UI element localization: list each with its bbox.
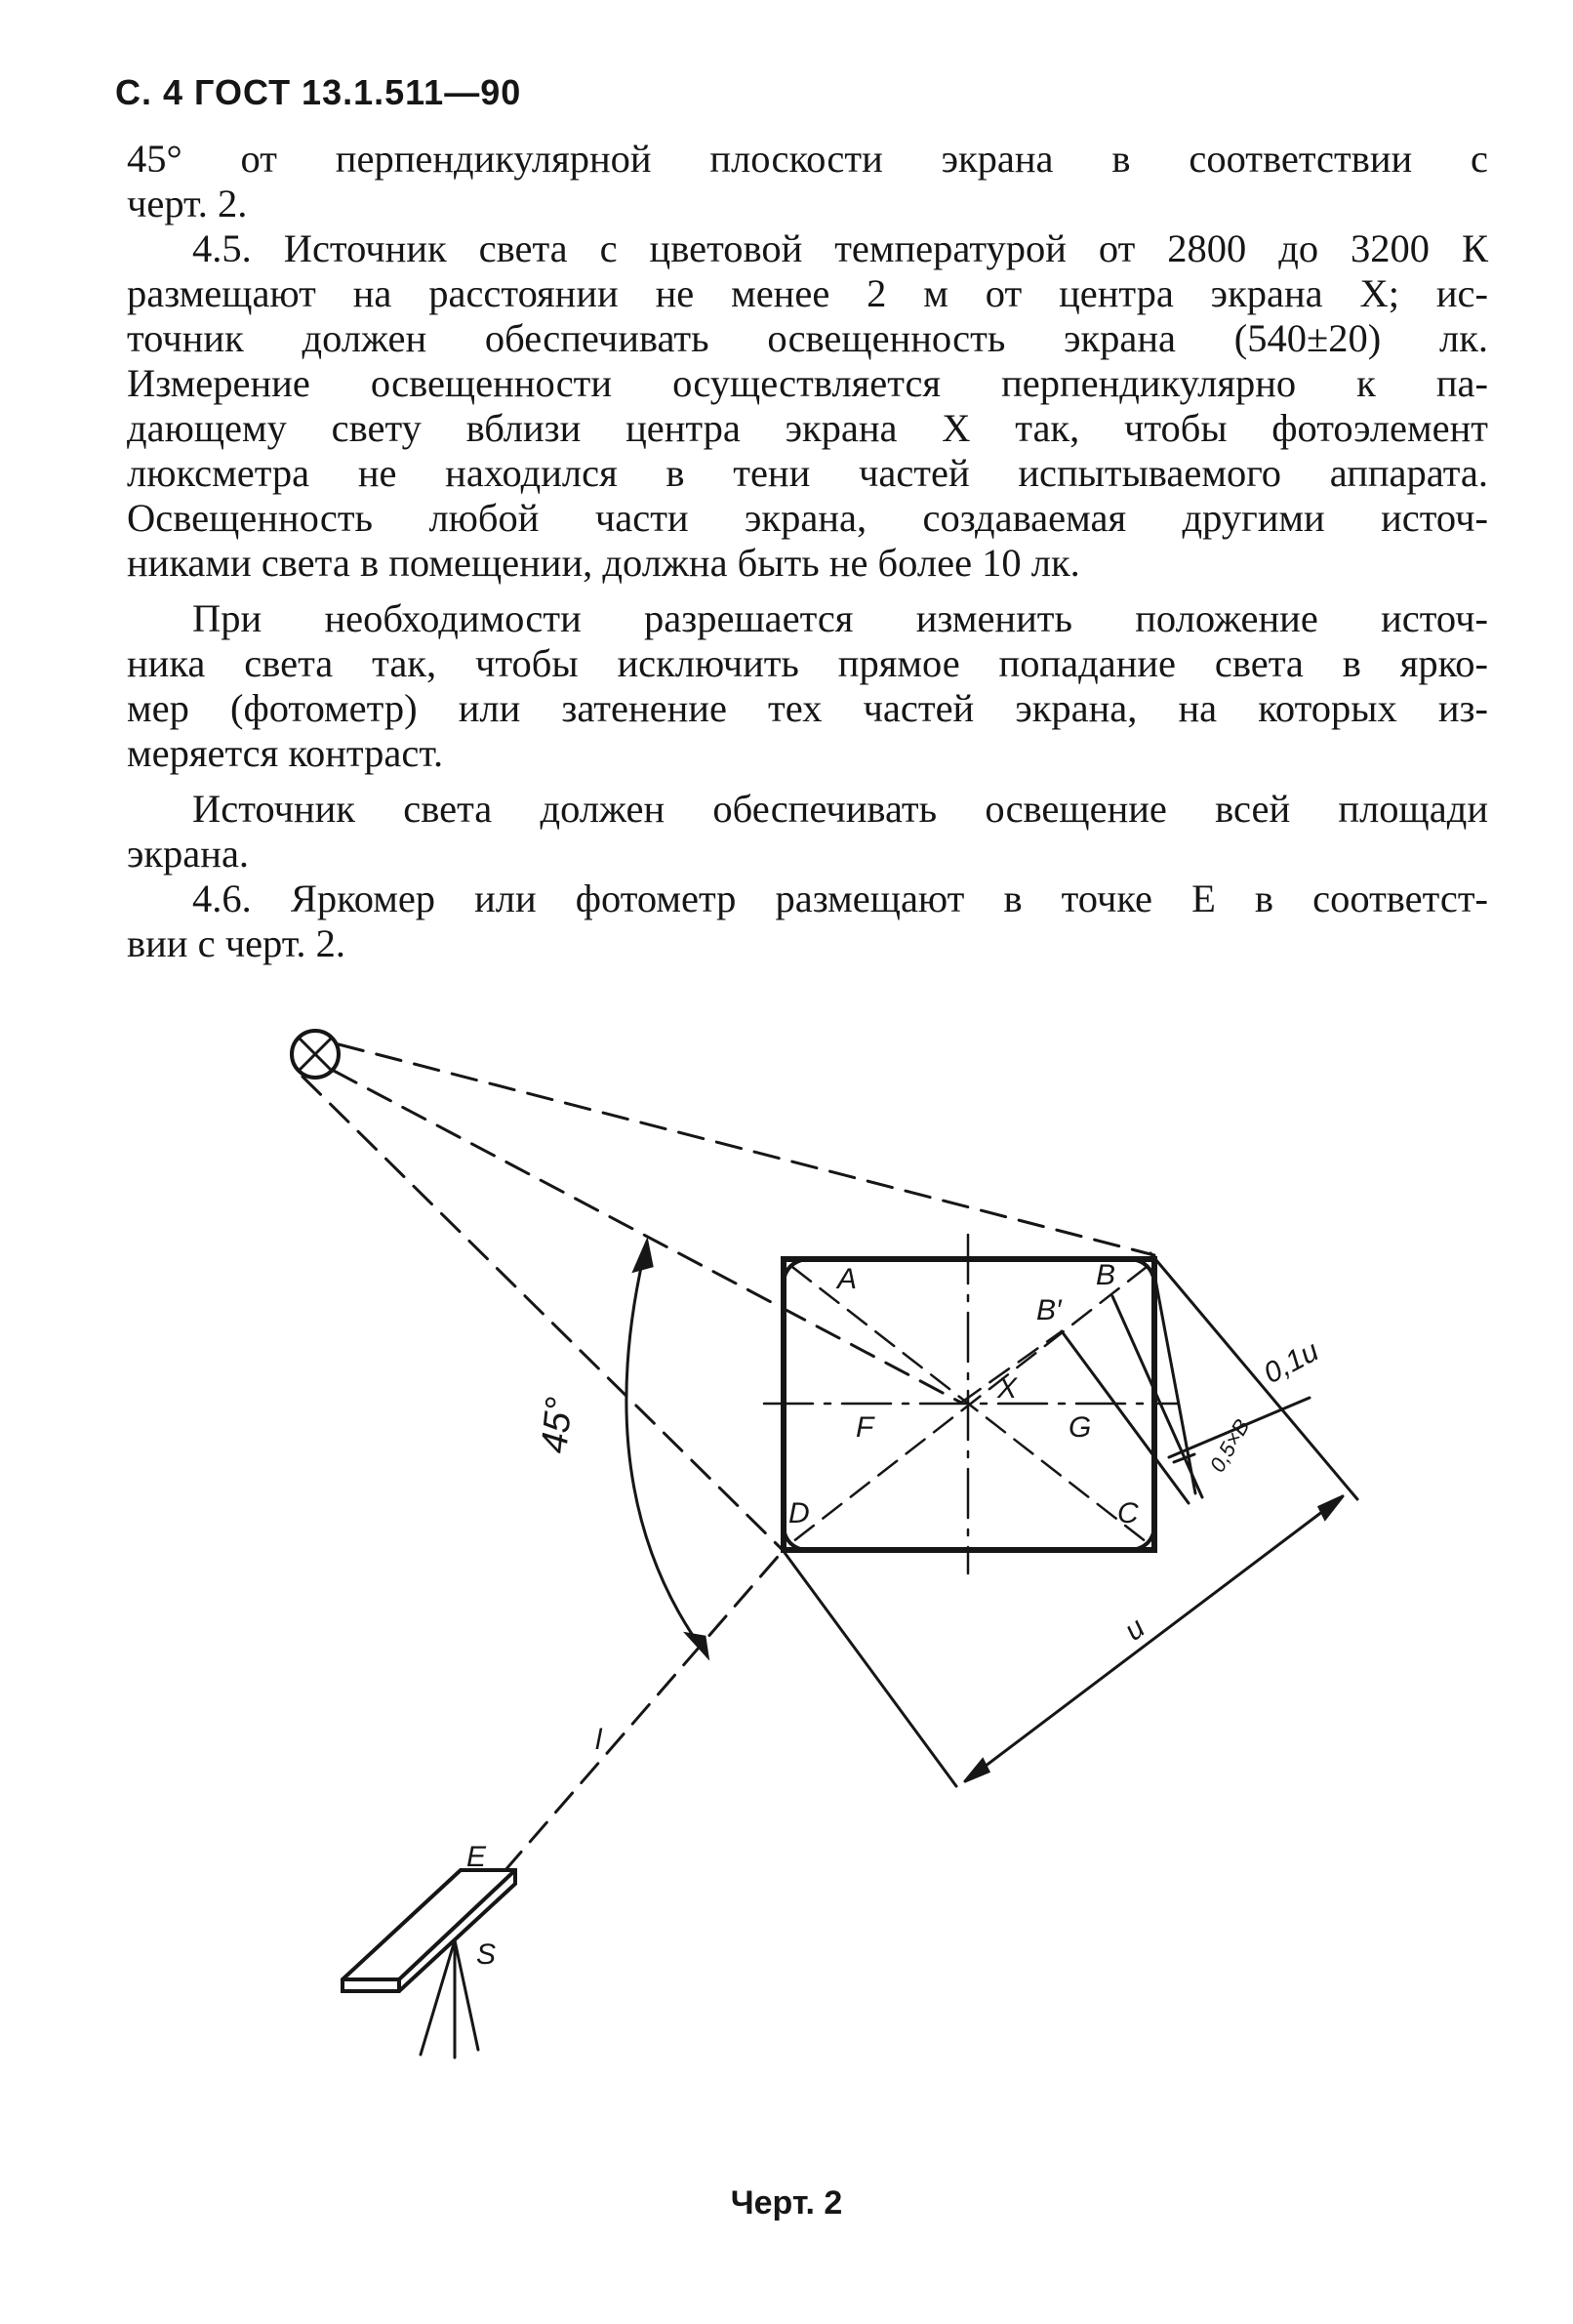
paragraph-4-5 [127,226,1488,586]
angle-arc-45 [626,1242,707,1656]
label-dimension-u: u [1118,1611,1151,1648]
text-line: 4.5. Источник света с цветовой температурой от 2800 до 3200 К [192,226,1488,270]
label-g: G [1069,1411,1092,1444]
paragraph-angle-continuation [127,137,1488,226]
text-line: точник должен обеспечивать освещенность экрана (540±20) лк. [127,316,1488,360]
measurement-setup-diagram [0,976,1573,2108]
text-line: Освещенность любой части экрана, создаваемая другими источ- [127,496,1488,540]
document-body [127,137,1488,966]
text-line: дающему свету вблизи центра экрана X так, чтобы фотоэлемент [127,406,1488,450]
dimension-u [783,1496,1343,1786]
label-b-prime: B′ [1036,1294,1062,1326]
label-dimension-05b: 0,5×B [1204,1414,1255,1477]
text-line: 45° от перпендикулярной плоскости экрана в соответствии с [127,137,1488,181]
label-s: S [476,1938,497,1971]
text-line: люксметра не находился в тени частей испытываемого аппарата. [127,451,1488,495]
label-b: B [1096,1259,1116,1291]
label-d: D [788,1497,810,1529]
label-e: E [466,1841,487,1873]
text-line: ника света так, чтобы исключить прямое попадание света в ярко- [127,641,1488,685]
text-line: вии с черт. 2. [127,921,346,965]
text-line: меряется контраст. [127,731,444,775]
text-line: никами света в помещении, должна быть не более 10 лк. [127,541,1080,585]
text-line: Источник света должен обеспечивать освещение всей площади [192,787,1488,831]
text-line: При необходимости разрешается изменить положение источ- [192,596,1488,640]
paragraph-light-coverage [127,787,1488,877]
label-angle-45: 45° [534,1395,581,1455]
page-header: С. 4 ГОСТ 13.1.511—90 [115,72,522,112]
luminance-meter [343,1870,515,1991]
label-distance-l: l [595,1724,602,1756]
light-rays [302,1044,1154,1550]
text-line: черт. 2. [127,182,248,225]
label-a: A [837,1263,858,1295]
label-c: C [1117,1497,1139,1529]
paragraph-light-position [127,596,1488,776]
label-dimension-01u: 0,1u [1258,1334,1324,1391]
text-line: размещают на расстоянии не менее 2 м от центра экрана X; ис- [127,271,1488,315]
text-line: мер (фотометр) или затенение тех частей экрана, на которых из- [127,686,1488,730]
figure-caption: Черт. 2 [730,2184,843,2222]
text-line: Измерение освещенности осуществляется перпендикулярно к па- [127,361,1488,405]
light-source-icon [292,1031,339,1078]
text-line: 4.6. Яркомер или фотометр размещают в точке E в соответст- [192,877,1488,920]
line-of-sight [504,1550,784,1871]
figure-2 [0,976,1573,2108]
label-x: X [997,1372,1018,1405]
paragraph-4-6 [127,877,1488,966]
label-f: F [856,1411,874,1444]
text-line: экрана. [127,832,250,876]
